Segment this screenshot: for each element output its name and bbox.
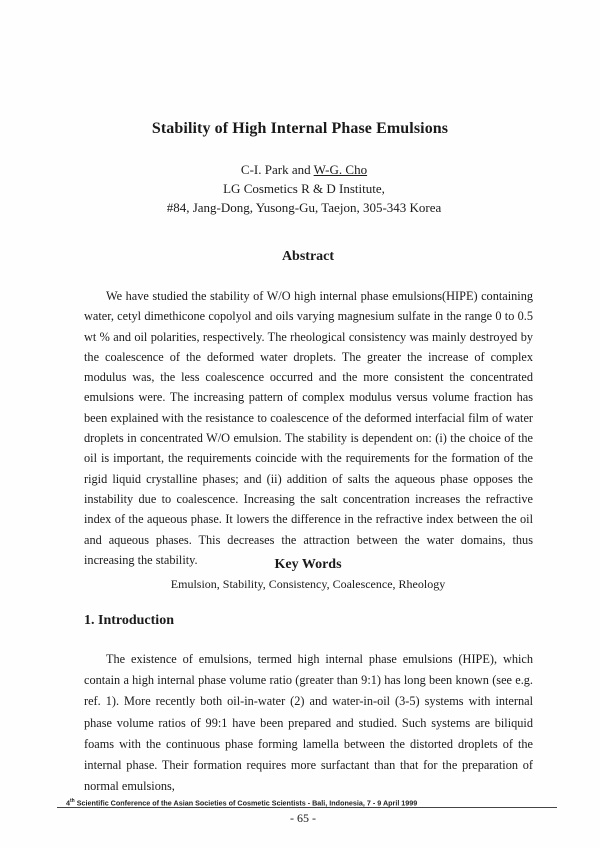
abstract-text: We have studied the stability of W/O high internal phase emulsions(HIPE) containing water, cetyl dimethicone copolyol and oils varying magnesium sulfate in the range 0 to 0.5 wt % and oil polarities, respectively. The rheological consistency was mainly destroyed by the coalescence of the deformed water droplets. The greater the increase of complex modulus was, the less coalescence occurred and the more consistent the concentrated emulsions were. The increasing pattern of complex modulus versus volume fraction has been explained with the resistance to coalescence of the deformed interfacial film of water droplets in concentrated W/O emulsion. The stability is dependent on: (i) the choice of the oil is important, the requirements coincide with the requirements for the formation of the rigid liquid crystalline phases; and (ii) addition of salts the aqueous phase opposes the instability due to coalescence. Increasing the salt concentration increases the refractive index of the aqueous phase. It lowers the difference in the refractive index between the oil and aqueous phases. This decreases the attraction between the water domains, thus increasing the stability. [84,289,533,567]
footer-ordinal-number: 4 [66,798,70,808]
introduction-text: The existence of emulsions, termed high internal phase emulsions (HIPE), which contain a high internal phase volume ratio (greater than 9:1) has long been known (see e.g. ref. 1). More recently both oil-in-water (2) and water-in-oil (3-5) systems with internal phase volume ratios of 99:1 have been prepared and studied. Such systems are biliquid foams with the continuous phase forming lamella between the distorted droplets of the internal phase. Their formation requires more surfactant than that for the preparation of normal emulsions, [84,652,533,794]
paper-title: Stability of High Internal Phase Emulsions [151,120,449,137]
author-park: C-I. Park [240,162,289,177]
author-line [4,162,600,178]
keywords-heading: Key Words [274,557,342,572]
affiliation: LG Cosmetics R & D Institute, [223,181,385,196]
footer-ordinal-suffix: th [70,798,75,804]
page-number: - 65 - [290,811,316,825]
footer-conference: Scientific Conference of the Asian Societies of Cosmetic Scientists - Bali, Indonesia, 7 - 9 April 1999 [74,798,418,808]
conference-footer [66,798,417,807]
author-cho: W-G. Cho [313,162,368,177]
keywords-text: Emulsion, Stability, Consistency, Coalescence, Rheology [170,577,446,591]
footer-divider [57,807,557,808]
introduction-heading: 1. Introduction [84,613,174,628]
address: #84, Jang-Dong, Yusong-Gu, Taejon, 305-343 Korea [166,200,442,215]
abstract-heading: Abstract [281,249,335,264]
author-connector: and [288,162,314,177]
